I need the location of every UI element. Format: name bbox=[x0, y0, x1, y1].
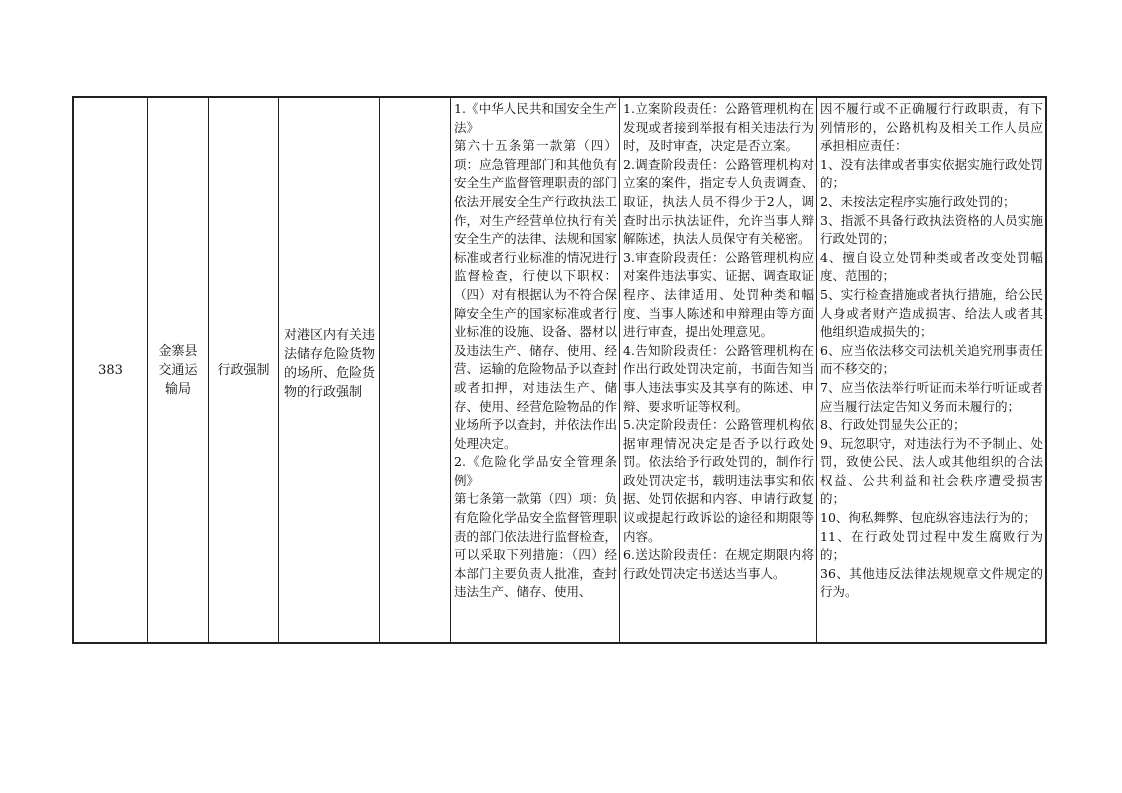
department-cell bbox=[147, 98, 208, 642]
item-name: 对港区内有关违法储存危险货物的场所、危险货物的行政强制 bbox=[284, 328, 376, 400]
item-name-cell bbox=[278, 98, 379, 642]
accountability-text: 因不履行或不正确履行行政职责，有下列情形的，公路机构及相关工作人员应承担相应责任： 1、没有法律或者事实依据实施行政处罚的； 2、未按法定程序实施行政处罚的； 3、指派不具备行政执法资格的人员实施行政处罚的； 4、擅自设立处罚种类或者改变处罚幅度、范围的； 5、实行检查措施或者执行措施，给公民人身或者财产造成损害、给法人或者其他组织造成损失的； 6、应当依法移交司法机关追究刑事责任而不移交的； 7、应当依法举行听证而未举行听证或者应当履行法定告知义务而未履行的； 8、行政处罚显失公正的； 9、玩忽职守，对违法行为不予制止、处罚，致使公民、法人或其他组织的合法权益、公共利益和社会秩序遭受损害的； 10、徇私舞弊、包庇纵容违法行为的； 11、在行政处罚过程中发生腐败行为的； 36、其他违反法律法规规章文件规定的行为。 bbox=[820, 101, 1043, 600]
legal-basis-cell bbox=[450, 98, 619, 642]
department: 金寨县交通运输局 bbox=[158, 343, 198, 397]
row-number-cell bbox=[74, 98, 147, 642]
legal-basis-text: 1.《中华人民共和国安全生产法》 第六十五条第一款第（四）项：应急管理部门和其他负有安全生产监督管理职责的部门依法开展安全生产行政执法工作，对生产经营单位执行有关安全生产的法律、法规和国家标准或者行业标准的情况进行监督检查，行使以下职权：（四）对有根据认为不符合保障安全生产的国家标准或者行业标准的设施、设备、器材以及违法生产、储存、使用、经营、运输的危险物品予以查封或者扣押，对违法生产、储存、使用、经营危险物品的作业场所予以查封，并依法作出处理决定。 2.《危险化学品安全管理条例》 第七条第一款第（四）项：负有危险化学品安全监督管理职责的部门依法进行监督检查，可以采取下列措施：（四）经本部门主要负责人批准，查封违法生产、储存、使用、 bbox=[454, 101, 617, 600]
accountability-cell bbox=[816, 98, 1045, 642]
responsibilities-text: 1.立案阶段责任：公路管理机构在发现或者接到举报有相关违法行为时，及时审查，决定是否立案。 2.调查阶段责任：公路管理机构对立案的案件，指定专人负责调查、取证，执法人员不得少于2人，调查时出示执法证件，允许当事人辩解陈述，执法人员保守有关秘密。 3.审查阶段责任：公路管理机构应对案件违法事实、证据、调查取证程序、法律适用、处罚种类和幅度、当事人陈述和申辩理由等方面进行审查，提出处理意见。 4.告知阶段责任：公路管理机构在作出行政处罚决定前，书面告知当事人违法事实及其享有的陈述、申辩、要求听证等权利。 5.决定阶段责任：公路管理机构依据审理情况决定是否予以行政处罚。依法给予行政处罚的，制作行政处罚决定书，载明违法事实和依据、处罚依据和内容、申请行政复议或提起行政诉讼的途径和期限等内容。 6.送达阶段责任：在规定期限内将行政处罚决定书送达当事人。 bbox=[623, 101, 814, 581]
sub-item-cell bbox=[379, 98, 450, 642]
category: 行政强制 bbox=[217, 362, 270, 378]
document-table bbox=[72, 96, 1047, 644]
row-number: 383 bbox=[98, 362, 123, 378]
responsibilities-cell bbox=[619, 98, 816, 642]
right-margin-strip bbox=[1045, 98, 1047, 642]
category-cell bbox=[208, 98, 278, 642]
